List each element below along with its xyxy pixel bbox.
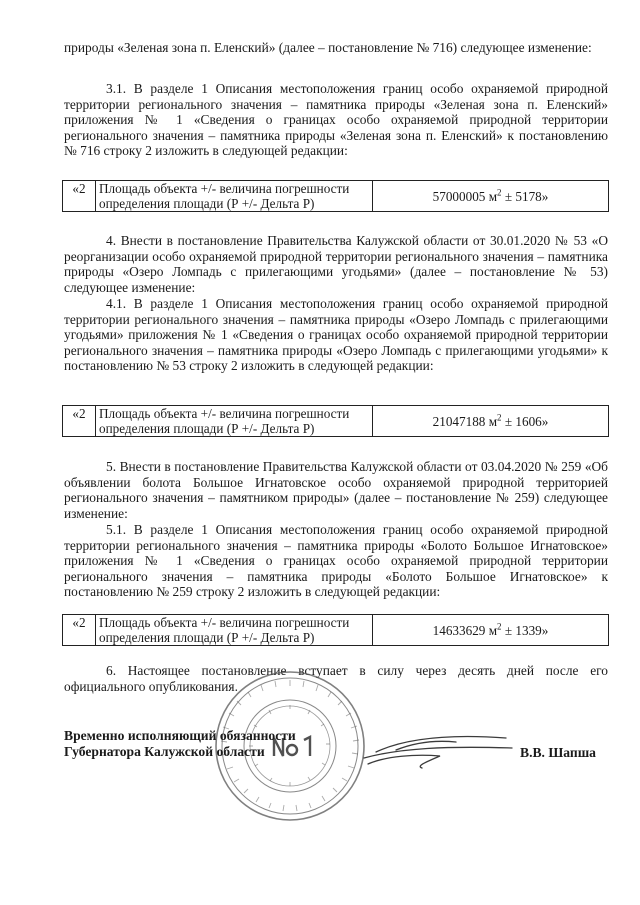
row-number: «2	[63, 615, 96, 646]
table-row	[62, 405, 609, 437]
signature-block	[64, 728, 324, 760]
value-tail: ± 1606»	[501, 413, 549, 429]
row-value	[373, 406, 609, 437]
row-description: Площадь объекта +/- величина погрешности определения площади (Р +/- Дельта Р)	[96, 615, 373, 646]
handwritten-signature	[356, 728, 516, 772]
signatory-title-line-1: Временно исполняющий обязанности	[64, 728, 296, 743]
value-tail: ± 1339»	[501, 622, 549, 638]
row-description: Площадь объекта +/- величина погрешности определения площади (Р +/- Дельта Р)	[96, 406, 373, 437]
paragraph-5: 5. Внести в постановление Правительства Калужской области от 03.04.2020 № 259 «Об объявлении болота Большое Игнатовское особо охраняемой природной территорией регионального значения – памятником природы» (далее – постановление № 259) следующее изменение:	[64, 459, 608, 521]
row-value	[373, 181, 609, 212]
value-main: 57000005 м	[432, 188, 498, 204]
paragraph-4: 4. Внести в постановление Правительства Калужской области от 30.01.2020 № 53 «О реорганизации особо охраняемой природной территории регионального значения – памятника природы «Озеро Ломпадь с прилегающими угодьями» (далее – постановление № 53) следующее изменение:	[64, 233, 608, 295]
paragraph-6: 6. Настоящее постановление вступает в силу через десять дней после его официального опубликования.	[64, 663, 608, 694]
row-number: «2	[63, 181, 96, 212]
value-exponent: 2	[497, 621, 502, 632]
value-exponent: 2	[497, 412, 502, 423]
row-number: «2	[63, 406, 96, 437]
signatory-name: В.В. Шапша	[520, 745, 596, 760]
row-value	[373, 615, 609, 646]
row-description: Площадь объекта +/- величина погрешности определения площади (Р +/- Дельта Р)	[96, 181, 373, 212]
value-exponent: 2	[497, 187, 502, 198]
table-row	[62, 614, 609, 646]
value-main: 14633629 м	[432, 622, 498, 638]
paragraph-3-1: 3.1. В разделе 1 Описания местоположения границ особо охраняемой природной территории регионального значения – памятника природы «Зеленая зона п. Еленский» приложения № 1 «Сведения о границах особо охраняемой природной территории регионального значения – памятника природы «Зеленая зона п. Еленский» к постановлению № 716 строку 2 изложить в следующей редакции:	[64, 81, 608, 159]
paragraph-5-1: 5.1. В разделе 1 Описания местоположения границ особо охраняемой природной территории регионального значения – памятника природы «Болото Большое Игнатовское» приложения № 1 «Сведения о границах особо охраняемой природной территории регионального значения – памятника природы «Болото Большое Игнатовское» к постановлению № 259 строку 2 изложить в следующей редакции:	[64, 522, 608, 600]
paragraph-intro: природы «Зеленая зона п. Еленский» (далее – постановление № 716) следующее изменение:	[64, 40, 592, 55]
value-tail: ± 5178»	[501, 188, 549, 204]
signatory-title-line-2: Губернатора Калужской области	[64, 744, 265, 759]
paragraph-4-1: 4.1. В разделе 1 Описания местоположения границ особо охраняемой природной территории регионального значения – памятника природы «Озеро Ломпадь с прилегающими угодьями» приложения № 1 «Сведения о границах особо охраняемой природной территории регионального значения – памятника природы «Озеро Ломпадь с прилегающими угодьями» к постановлению № 53 строку 2 изложить в следующей редакции:	[64, 296, 608, 374]
table-row	[62, 180, 609, 212]
value-main: 21047188 м	[432, 413, 498, 429]
